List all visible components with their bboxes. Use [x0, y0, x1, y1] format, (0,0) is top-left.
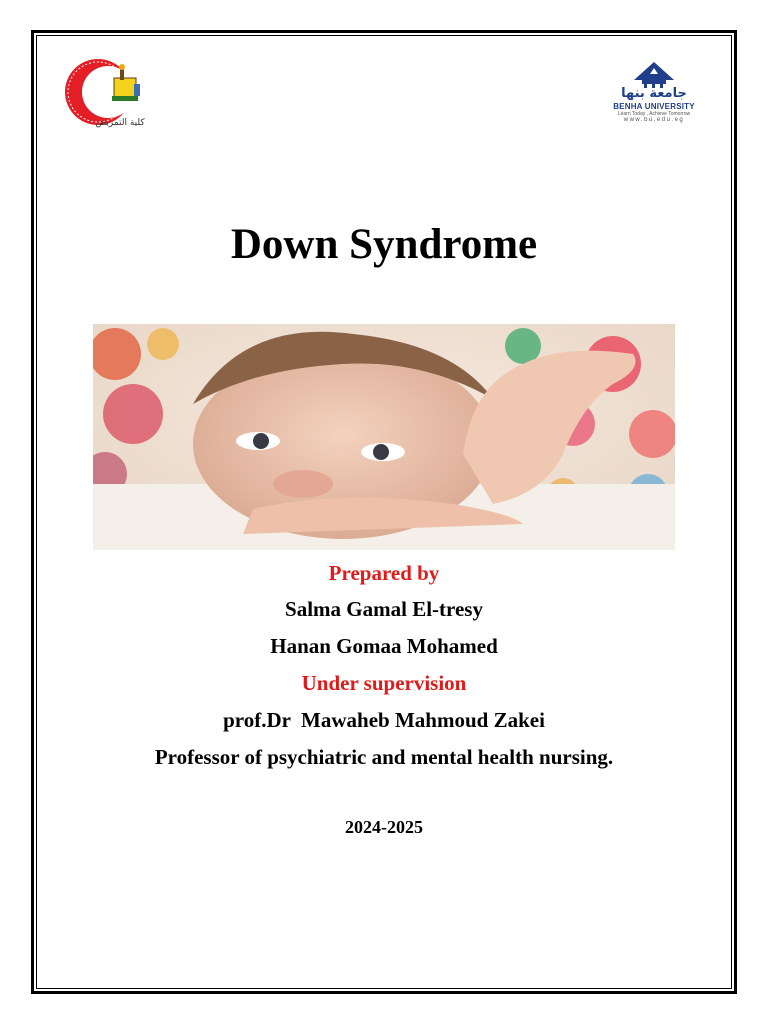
- prepared-by-label: Prepared by: [328, 561, 440, 585]
- author-name: Salma Gamal El-tresy: [285, 597, 483, 621]
- academic-year: 2024-2025: [345, 817, 423, 837]
- baby-photo: [93, 324, 675, 550]
- university-name: BENHA UNIVERSITY: [613, 102, 695, 111]
- university-tagline: Learn Today , Achieve Tomorrow: [617, 111, 691, 117]
- university-arabic-name: جامعة بنها: [621, 86, 687, 101]
- author-name: Hanan Gomaa Mohamed: [270, 634, 498, 658]
- supervision-label: Under supervision: [301, 671, 467, 695]
- document-title: Down Syndrome: [230, 221, 538, 268]
- supervisor-name: prof.Dr Mawaheb Mahmoud Zakei: [223, 708, 545, 732]
- university-url: www.bu.edu.eg: [623, 117, 685, 123]
- supervisor-title: Professor of psychiatric and mental health nursing.: [154, 745, 614, 769]
- nursing-faculty-caption: كلية التمريض: [95, 118, 145, 128]
